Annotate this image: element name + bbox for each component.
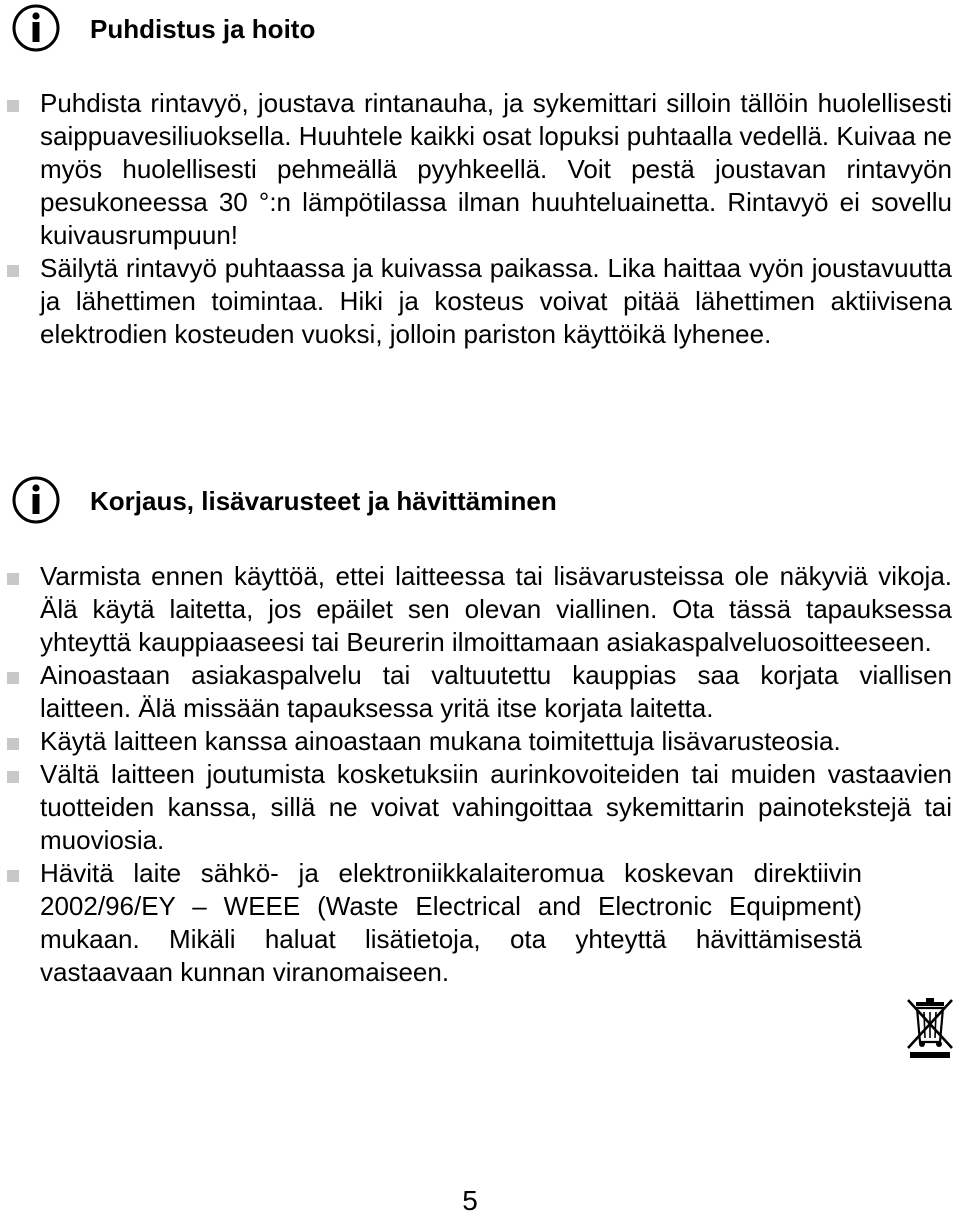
list-item-text: Vältä laitteen joutumista kosketuksiin aurinkovoiteiden tai muiden vastaavien tuotteiden kanssa, sillä ne voivat vahingoittaa sykemittarin painotekstejä tai muoviosia. [40, 759, 952, 855]
page-number: 5 [462, 1185, 478, 1216]
info-icon [12, 476, 60, 524]
bullet-list-cleaning [0, 87, 952, 351]
bullet-marker [7, 870, 19, 882]
list-item [0, 725, 952, 758]
list-item-text: Hävitä laite sähkö- ja elektroniikkalaiteromua koskevan direktiivin 2002/96/EY – WEEE (Waste Electrical and Electronic Equipment) mukaan. Mikäli haluat lisätietoja, ota yhteyttä hävittämisestä vastaavaan kunnan viranomaiseen. [40, 858, 862, 987]
info-icon [12, 4, 60, 52]
bullet-marker [7, 265, 19, 277]
list-item [0, 857, 952, 989]
bullet-marker [7, 672, 19, 684]
list-item-text: Varmista ennen käyttöä, ettei laitteessa tai lisävarusteissa ole näkyviä vikoja. Älä käytä laitetta, jos epäilet sen olevan viallinen. Ota tässä tapauksessa yhteyttä kauppiaaseesi tai Beurerin ilmoittamaan asiakaspalveluosoitteeseen. [40, 561, 952, 657]
list-item-text: Säilytä rintavyö puhtaassa ja kuivassa paikassa. Lika haittaa vyön joustavuutta ja lähettimen toimintaa. Hiki ja kosteus voivat pitää lähettimen aktiivisena elektrodien kosteuden vuoksi, jolloin pariston käyttöikä lyhenee. [40, 253, 952, 349]
bullet-marker [7, 738, 19, 750]
list-item-text: Käytä laitteen kanssa ainoastaan mukana toimitettuja lisävarusteosia. [40, 726, 841, 756]
bullet-marker [7, 771, 19, 783]
list-item [0, 560, 952, 659]
list-item [0, 659, 952, 725]
bullet-marker [7, 573, 19, 585]
section-heading-repair [0, 476, 960, 532]
bullet-list-repair [0, 560, 952, 989]
list-item [0, 252, 952, 351]
list-item [0, 758, 952, 857]
heading-text: Korjaus, lisävarusteet ja hävittäminen [90, 486, 557, 516]
heading-text: Puhdistus ja hoito [90, 14, 316, 44]
crossed-out-wheelie-bin-icon [902, 996, 958, 1060]
list-item-text: Ainoastaan asiakaspalvelu tai valtuutettu kauppias saa korjata viallisen laitteen. Älä missään tapauksessa yritä itse korjata laitetta. [40, 660, 952, 723]
section-heading-cleaning [0, 4, 960, 60]
list-item [0, 87, 952, 252]
bullet-marker [7, 100, 19, 112]
list-item-text: Puhdista rintavyö, joustava rintanauha, ja sykemittari silloin tällöin huolellisesti saippuavesiliuoksella. Huuhtele kaikki osat lopuksi puhtaalla vedellä. Kuivaa ne myös huolellisesti pehmeällä pyyhkeellä. Voit pestä joustavan rintavyön pesukoneessa 30 °:n lämpötilassa ilman huuhteluainetta. Rintavyö ei sovellu kuivausrumpuun! [40, 88, 953, 250]
